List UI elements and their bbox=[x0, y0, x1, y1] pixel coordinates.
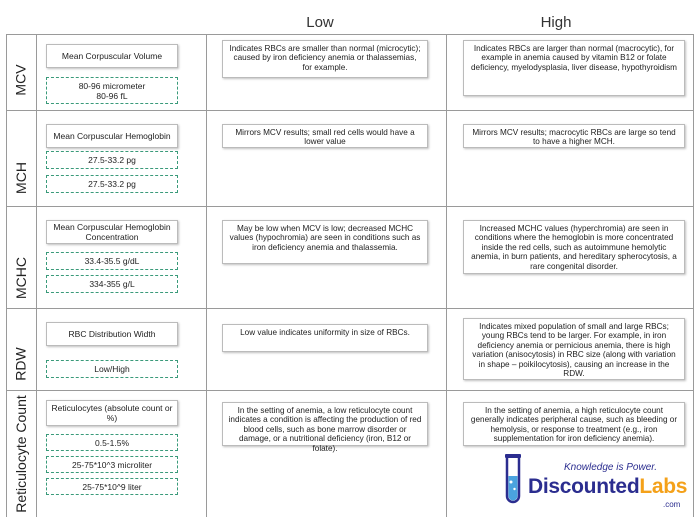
range-mcv-1: 80-96 micrometer 80-96 fL bbox=[46, 77, 178, 104]
grid-right-border bbox=[693, 34, 694, 517]
range-reticulocyte-1: 0.5-1.5% bbox=[46, 434, 178, 451]
low-desc-reticulocyte: In the setting of anemia, a low reticulocyte count indicates a condition is affecting the production of red blood cells, such as bone marrow disorder or damage, or a nutritional deficiency (iron, B12 or folate). bbox=[222, 402, 428, 446]
brand-logo bbox=[528, 452, 693, 512]
row-divider-4 bbox=[6, 390, 694, 391]
low-desc-mcv: Indicates RBCs are smaller than normal (microcytic); caused by iron deficiency anemia or thalassemias, for example. bbox=[222, 40, 428, 78]
high-desc-mchc: Increased MCHC values (hyperchromia) are seen in conditions where the hemoglobin is more concentrated inside the red cells, such as autoimmune hemolytic anemia, in burn patients, and hereditary spherocytosis, a rare congenital disorder. bbox=[463, 220, 685, 274]
row-label-mcv-cell bbox=[6, 34, 36, 110]
range-mchc-2: 334-355 g/L bbox=[46, 275, 178, 293]
row-label-reticulocyte: Reticulocyte Count bbox=[13, 395, 30, 513]
logo-brand-main: Discounted bbox=[528, 475, 640, 498]
grid-top-line bbox=[6, 34, 694, 35]
high-desc-mch: Mirrors MCV results; macrocytic RBCs are large so tend to have a higher MCH. bbox=[463, 124, 685, 148]
grid-label-divider bbox=[36, 34, 37, 517]
test-name-rdw: RBC Distribution Width bbox=[46, 322, 178, 346]
row-label-mch: MCH bbox=[13, 162, 30, 194]
low-desc-rdw: Low value indicates uniformity in size of RBCs. bbox=[222, 324, 428, 352]
logo-brand-accent: Labs bbox=[639, 475, 688, 498]
low-desc-mchc: May be low when MCV is low; decreased MCHC values (hypochromia) are seen in conditions such as iron deficiency anemia and thalassemia. bbox=[222, 220, 428, 264]
test-tube-icon bbox=[500, 452, 526, 508]
row-divider-3 bbox=[6, 308, 694, 309]
range-reticulocyte-3: 25-75*10^9 liter bbox=[46, 478, 178, 495]
row-label-mch-cell bbox=[6, 110, 36, 206]
row-divider-2 bbox=[6, 206, 694, 207]
high-desc-reticulocyte: In the setting of anemia, a high reticulocyte count generally indicates peripheral cause, such as bleeding or hemolysis, or response to treatment (e.g., iron supplementation for iron deficiency anemia). bbox=[463, 402, 685, 446]
column-header-low: Low bbox=[306, 14, 334, 31]
row-label-rdw: RDW bbox=[13, 347, 29, 381]
row-label-reticulocyte-cell bbox=[6, 390, 36, 517]
test-name-reticulocyte: Reticulocytes (absolute count or %) bbox=[46, 400, 178, 426]
range-rdw-1: Low/High bbox=[46, 360, 178, 378]
row-label-mchc: MCHC bbox=[13, 257, 29, 299]
logo-wordmark bbox=[528, 475, 687, 499]
high-desc-rdw: Indicates mixed population of small and large RBCs; young RBCs tend to be larger. For example, in iron deficiency anemia or pernicious anemia, there is high variation (anisocytosis) in RBC size (along with variation in shape – poikilocytosis), causing an increase in the RDW. bbox=[463, 318, 685, 380]
test-name-mchc: Mean Corpuscular Hemoglobin Concentration bbox=[46, 220, 178, 244]
grid-divider-1 bbox=[206, 34, 207, 517]
test-name-mcv: Mean Corpuscular Volume bbox=[46, 44, 178, 68]
range-mchc-1: 33.4-35.5 g/dL bbox=[46, 252, 178, 270]
range-mch-2: 27.5-33.2 pg bbox=[46, 175, 178, 193]
low-desc-mch: Mirrors MCV results; small red cells would have a lower value bbox=[222, 124, 428, 148]
range-mch-1: 27.5-33.2 pg bbox=[46, 151, 178, 169]
high-desc-mcv: Indicates RBCs are larger than normal (macrocytic), for example in anemia caused by vitamin B12 or folate deficiency, myelodysplasia, liver disease, hypothyroidism bbox=[463, 40, 685, 96]
logo-domain: .com bbox=[663, 500, 681, 509]
row-label-mcv: MCV bbox=[13, 64, 29, 96]
row-label-rdw-cell bbox=[6, 308, 36, 390]
grid-divider-2 bbox=[446, 34, 447, 517]
row-divider-1 bbox=[6, 110, 694, 111]
column-header-high: High bbox=[540, 14, 572, 31]
logo-tagline: Knowledge is Power. bbox=[564, 462, 658, 473]
test-name-mch: Mean Corpuscular Hemoglobin bbox=[46, 124, 178, 148]
row-label-mchc-cell bbox=[6, 206, 36, 308]
range-reticulocyte-2: 25-75*10^3 microliter bbox=[46, 456, 178, 473]
